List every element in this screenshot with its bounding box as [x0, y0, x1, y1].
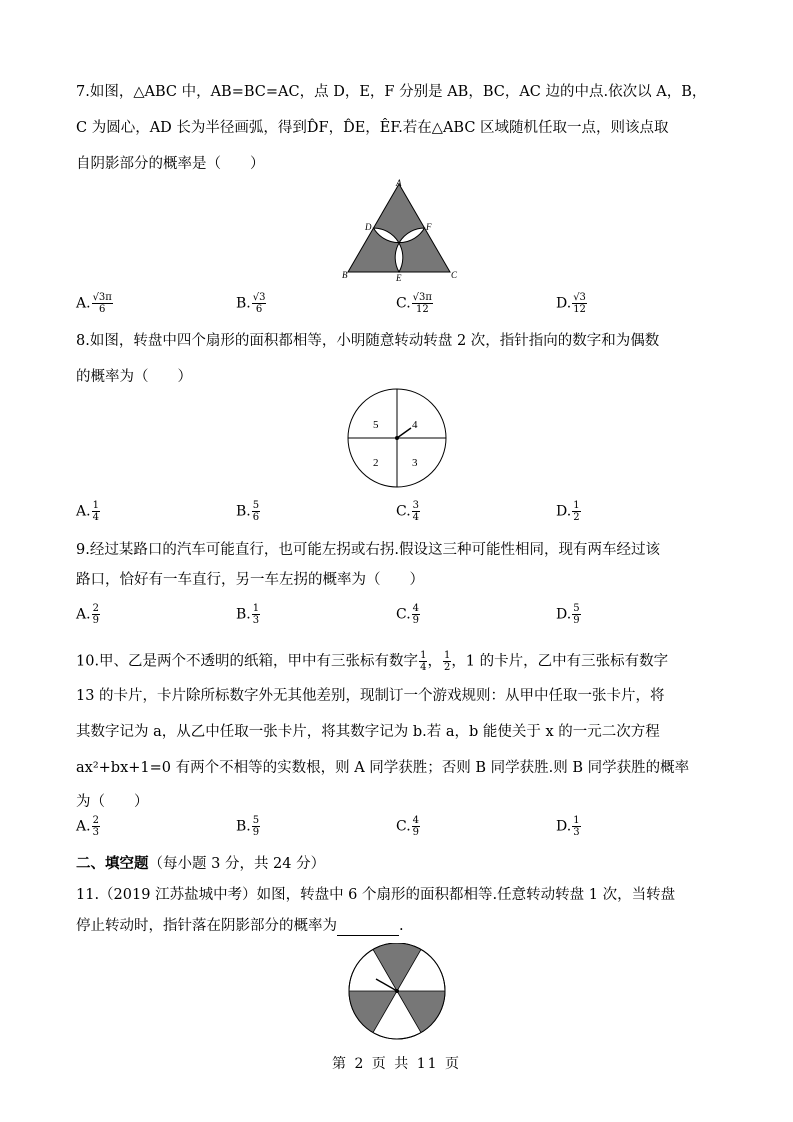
q7-line2: C 为圆心，AD 长为半径画弧，得到D̂F，D̂E，ÊF.若在△ABC 区域随机任取一点，则该点取	[76, 120, 669, 136]
q7-line1: 7.如图，△ABC 中，AB=BC=AC，点 D，E，F 分别是 AB，BC，AC 边的中点.依次以 A，B，	[76, 84, 707, 100]
q11-line1: 11.（2019 江苏盐城中考）如图，转盘中 6 个扇形的面积都相等.任意转动转盘 1 次，当转盘	[76, 887, 676, 903]
q8-option-d: D. $\frac{1}{2}$	[556, 500, 580, 523]
q8-option-c: C. $\frac{3}{4}$	[396, 500, 420, 523]
q8-sector-5: 5	[373, 419, 379, 431]
q7-label-f: F	[426, 222, 432, 232]
q10-line5: 为（ ）	[76, 794, 149, 810]
q7-label-c: C	[451, 270, 458, 280]
q7-label-e: E	[396, 273, 402, 283]
q7-option-c: C. $\frac{√3\pi}{12}$	[396, 292, 432, 315]
q10-line2: 13 的卡片，卡片除所标数字外无其他差别，现制订一个游戏规则：从甲中任取一张卡片，将	[76, 688, 665, 704]
q7-label-b: B	[342, 270, 348, 280]
q11-spinner-figure	[345, 943, 449, 1047]
q10-line4: ax²+bx+1=0 有两个不相等的实数根，则 A 同学获胜；否则 B 同学获胜.则 B 同学获胜的概率	[76, 760, 690, 776]
q7-triangle-figure	[330, 178, 460, 288]
q8-sector-2: 2	[373, 457, 379, 469]
answer-blank[interactable]	[337, 921, 399, 936]
q9-line2: 路口，恰好有一车直行，另一车左拐的概率为（ ）	[76, 572, 424, 588]
q9-option-d: D. $\frac{5}{9}$	[556, 603, 580, 626]
section-fill-in-title: 二、填空题（每小题 3 分，共 24 分）	[76, 855, 326, 872]
page-footer: 第 2 页 共 11 页	[332, 1056, 461, 1072]
q9-line1: 9.经过某路口的汽车可能直行，也可能左拐或右拐.假设这三种可能性相同，现有两车经过该	[76, 542, 660, 558]
q8-sector-4: 4	[412, 419, 418, 431]
q8-option-b: B. $\frac{5}{6}$	[236, 500, 260, 523]
q9-option-b: B. $\frac{1}{3}$	[236, 603, 260, 626]
q7-option-b: B. $\frac{√3}{6}$	[236, 292, 266, 315]
q10-option-c: C. $\frac{4}{9}$	[396, 815, 420, 838]
q8-spinner-figure	[342, 384, 452, 494]
q7-line3: 自阴影部分的概率是（ ）	[76, 156, 265, 172]
q10-line3: 其数字记为 a，从乙中任取一张卡片，将其数字记为 b.若 a，b 能使关于 x 的一元二次方程	[76, 724, 660, 740]
q10-option-d: D. $\frac{1}{3}$	[556, 815, 580, 838]
q10-option-a: A. $\frac{2}{3}$	[76, 815, 99, 838]
q7-label-d: D	[365, 222, 372, 232]
q7-option-a: A. $\frac{√3\pi}{6}$	[76, 292, 112, 315]
q8-line2: 的概率为（ ）	[76, 369, 192, 385]
q8-option-a: A. $\frac{1}{4}$	[76, 500, 99, 523]
q10-line1: 10.甲、乙是两个不透明的纸箱，甲中有三张标有数字 $\frac{1}{4}$ ， $\frac{1}{2}$ ，1 的卡片，乙中有三张标有数字	[76, 650, 669, 673]
q7-label-a: A	[396, 178, 402, 188]
q9-option-a: A. $\frac{2}{9}$	[76, 603, 99, 626]
q9-option-c: C. $\frac{4}{9}$	[396, 603, 420, 626]
q8-sector-3: 3	[412, 457, 418, 469]
q8-line1: 8.如图，转盘中四个扇形的面积都相等，小明随意转动转盘 2 次，指针指向的数字和为偶数	[76, 333, 660, 349]
q11-line2: 停止转动时，指针落在阴影部分的概率为 .	[76, 918, 404, 934]
q7-option-d: D. $\frac{√3}{12}$	[556, 292, 586, 315]
q10-option-b: B. $\frac{5}{9}$	[236, 815, 260, 838]
